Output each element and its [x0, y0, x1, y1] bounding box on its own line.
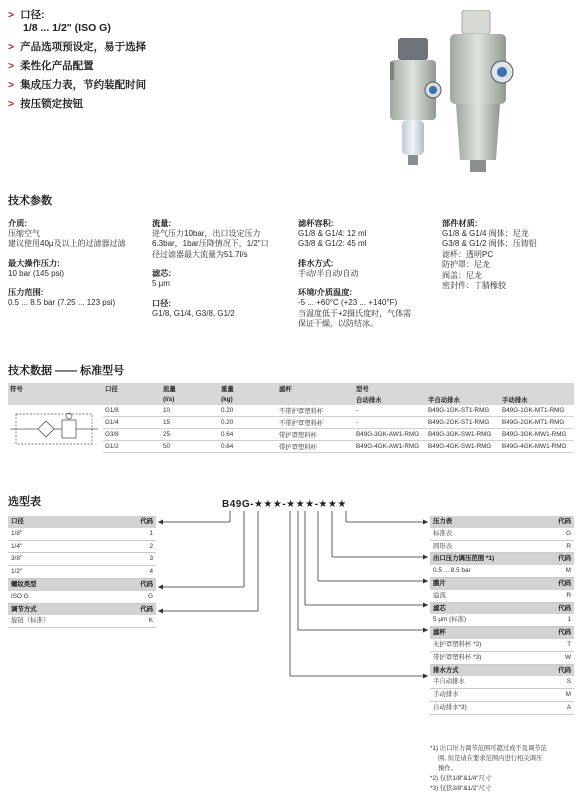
column-header: 口径	[103, 383, 161, 394]
option-label: 半自动排水	[433, 678, 465, 686]
column-header: 半自动排水	[426, 394, 500, 405]
footnote: 围, 但是请在要求范围内进行相关调压	[438, 755, 543, 762]
table-cell: 0.64	[219, 441, 277, 453]
option-code: 3	[149, 555, 153, 563]
param-heading: 部件材质:	[442, 219, 478, 228]
table-cell: B49G-3GK-SW1-RMG	[426, 429, 500, 441]
group-code-label: 代码	[558, 604, 571, 612]
option-code: R	[566, 542, 571, 550]
group-title: 膜片	[433, 579, 446, 587]
table-cell: 0.20	[219, 405, 277, 417]
option-label: 带护罩塑料杯 *3)	[433, 653, 482, 661]
group-title: 滤杯	[433, 629, 446, 637]
footnote: *1) 出口压力调节范围可超过或不及调节范	[430, 745, 547, 752]
option-label: 1/4"	[11, 542, 23, 550]
option-code: G	[148, 592, 153, 600]
option-code: 1	[149, 529, 153, 537]
param-value: 手动/半自动/自动	[298, 268, 359, 278]
group-code-label: 代码	[140, 605, 153, 613]
feature-item: > 柔性化产品配置	[8, 60, 94, 72]
footnote: 操作。	[438, 765, 457, 772]
table-cell: G3/8	[103, 429, 161, 441]
table-cell: B49G-4GK-SW1-RMG	[426, 441, 500, 453]
footnotes	[430, 744, 578, 794]
param-value: 进气压力10bar，出口设定压力 6.3bar，1bar压降情况下，1/2"口 径过滤器最大流量为51.7l/s	[152, 229, 269, 259]
order-code: B49G-★★★-★★★-★★★	[222, 499, 347, 510]
option-code: K	[148, 617, 153, 625]
table-cell: B49G-4GK-AW1-RMG	[354, 441, 426, 453]
param-value: 压缩空气 建议使用40μ及以上的过滤器过滤	[8, 229, 126, 249]
table-cell: B49G-3GK-MW1-RMG	[500, 429, 574, 441]
group-title: 出口压力调压范围 *1)	[433, 555, 495, 563]
table-cell: G1/4	[103, 417, 161, 429]
table-cell: 0.64	[219, 429, 277, 441]
param-value: 10 bar (145 psi)	[8, 268, 65, 278]
table-cell: 带护罩塑料杯	[277, 441, 354, 453]
feature-sub: 1/8 ... 1/2" (ISO G)	[23, 22, 111, 34]
group-code-label: 代码	[558, 666, 571, 674]
group-title: 排水方式	[433, 666, 459, 674]
option-label: 标准表	[433, 529, 453, 537]
option-label: 自动排水*3)	[433, 703, 467, 711]
option-label: 1/8"	[11, 529, 23, 537]
param-heading: 环境/介质温度:	[298, 288, 353, 298]
param-heading: 排水方式:	[298, 258, 334, 268]
param-value: G1/8, G1/4, G3/8, G1/2	[152, 308, 235, 318]
feature-item: > 按压锁定按钮	[8, 98, 84, 110]
param-heading: 滤芯:	[152, 269, 172, 279]
option-code: S	[566, 678, 571, 686]
column-header: 流量	[161, 383, 219, 394]
option-code: 1	[567, 616, 571, 624]
param-heading: 介质:	[8, 219, 28, 228]
option-code: W	[564, 653, 571, 661]
table-cell: 50	[161, 441, 219, 453]
column-header: (l/s)	[161, 394, 219, 405]
group-code-label: 代码	[558, 629, 571, 637]
column-header: 重量	[219, 383, 277, 394]
group-code-label: 代码	[558, 518, 571, 525]
option-label: 手动排水	[433, 691, 459, 699]
table-cell: G1/2	[103, 441, 161, 453]
column-header: 自动排水	[354, 394, 426, 405]
option-code: T	[567, 640, 571, 648]
option-code: M	[565, 691, 571, 699]
column-header: 滤杯	[277, 383, 354, 394]
option-label: ISO G	[11, 592, 29, 600]
table-cell: 0.20	[219, 417, 277, 429]
column-header: 符号	[8, 383, 103, 394]
table-cell: 不带护罩塑料杯	[277, 417, 354, 429]
param-value: G1/8 & G1/4 阀体：尼龙 G3/8 & G1/2 阀体：压铸铝 滤杯：透明PC 防护罩：尼龙 阀盖：尼龙 密封件：丁腈橡胶	[442, 229, 537, 291]
tech-params-title: 技术参数	[8, 195, 52, 207]
option-code: 2	[149, 542, 153, 550]
option-label: 3/8"	[11, 555, 23, 563]
table-cell: B49G-2GK-MT1-RMG	[500, 417, 574, 429]
group-code-label: 代码	[140, 580, 153, 588]
option-label: 溢流	[433, 591, 446, 599]
table-cell: 不带护罩塑料杯	[277, 405, 354, 417]
table-cell: -	[354, 405, 426, 417]
table-cell: 25	[161, 429, 219, 441]
footnote: *2) 仅供1/8"&1/4"尺寸	[430, 775, 492, 782]
param-heading: 压力范围:	[8, 288, 44, 298]
footnote: *3) 仅供3/8"&1/2"尺寸	[430, 785, 492, 792]
column-header: 手动排水	[500, 394, 574, 405]
option-label: 5 μm (标准)	[433, 616, 467, 624]
group-code-label: 代码	[558, 555, 571, 563]
spec-table-title: 技术数据 —— 标准型号	[8, 365, 125, 377]
group-title: 调节方式	[11, 605, 37, 613]
table-cell: B49G-3GK-AW1-RMG	[354, 429, 426, 441]
option-label: 旋钮（标准）	[11, 617, 50, 625]
table-cell: B49G-4GK-MW1-RMG	[500, 441, 574, 453]
group-code-label: 代码	[140, 518, 153, 525]
param-heading: 流量:	[152, 219, 172, 228]
group-code-label: 代码	[558, 579, 571, 587]
option-code: 4	[149, 568, 153, 576]
param-heading: 滤杯容积:	[298, 219, 334, 228]
param-value: 5 μm	[152, 279, 170, 289]
group-title: 螺纹类型	[11, 580, 37, 588]
feature-item: > 集成压力表，节约装配时间	[8, 79, 147, 91]
table-cell: B49G-1GK-MT1-RMG	[500, 405, 574, 417]
table-cell: 10	[161, 405, 219, 417]
param-value: 0.5 ... 8.5 bar (7.25 ... 123 psi)	[8, 298, 116, 308]
feature-item: > 口径:	[8, 9, 45, 21]
table-cell: -	[354, 417, 426, 429]
option-code: M	[565, 567, 571, 575]
feature-item: > 产品选项预设定，易于选择	[8, 41, 147, 53]
group-title: 滤芯	[433, 604, 446, 612]
option-code: A	[566, 703, 571, 711]
option-label: 圆形表	[433, 542, 453, 550]
param-heading: 最大操作压力:	[8, 258, 60, 268]
column-header: (kg)	[219, 394, 277, 405]
param-heading: 口径:	[152, 298, 172, 308]
param-value: -5 ... +60°C (+23 ... +140°F) 当温度低于+2摄氏度时，气体需 保证干燥，以防结冰。	[298, 298, 412, 329]
param-value: G1/8 & G1/4: 12 ml G3/8 & G1/2: 45 ml	[298, 229, 367, 249]
group-title: 压力表	[433, 518, 453, 525]
table-cell: B49G-2GK-ST1-RMG	[426, 417, 500, 429]
option-label: 0.5 ... 8.5 bar	[433, 567, 471, 575]
option-code: G	[566, 529, 571, 537]
selection-title: 选型表	[8, 496, 41, 508]
table-cell: 15	[161, 417, 219, 429]
table-cell: B49G-1GK-ST1-RMG	[426, 405, 500, 417]
table-cell: G1/8	[103, 405, 161, 417]
column-header: 型号	[354, 383, 426, 394]
option-label: 无护罩塑料杯 *2)	[433, 640, 482, 648]
table-cell: 带护罩塑料杯	[277, 429, 354, 441]
option-label: 1/2"	[11, 568, 23, 576]
option-code: R	[566, 591, 571, 599]
group-title: 口径	[11, 518, 24, 525]
